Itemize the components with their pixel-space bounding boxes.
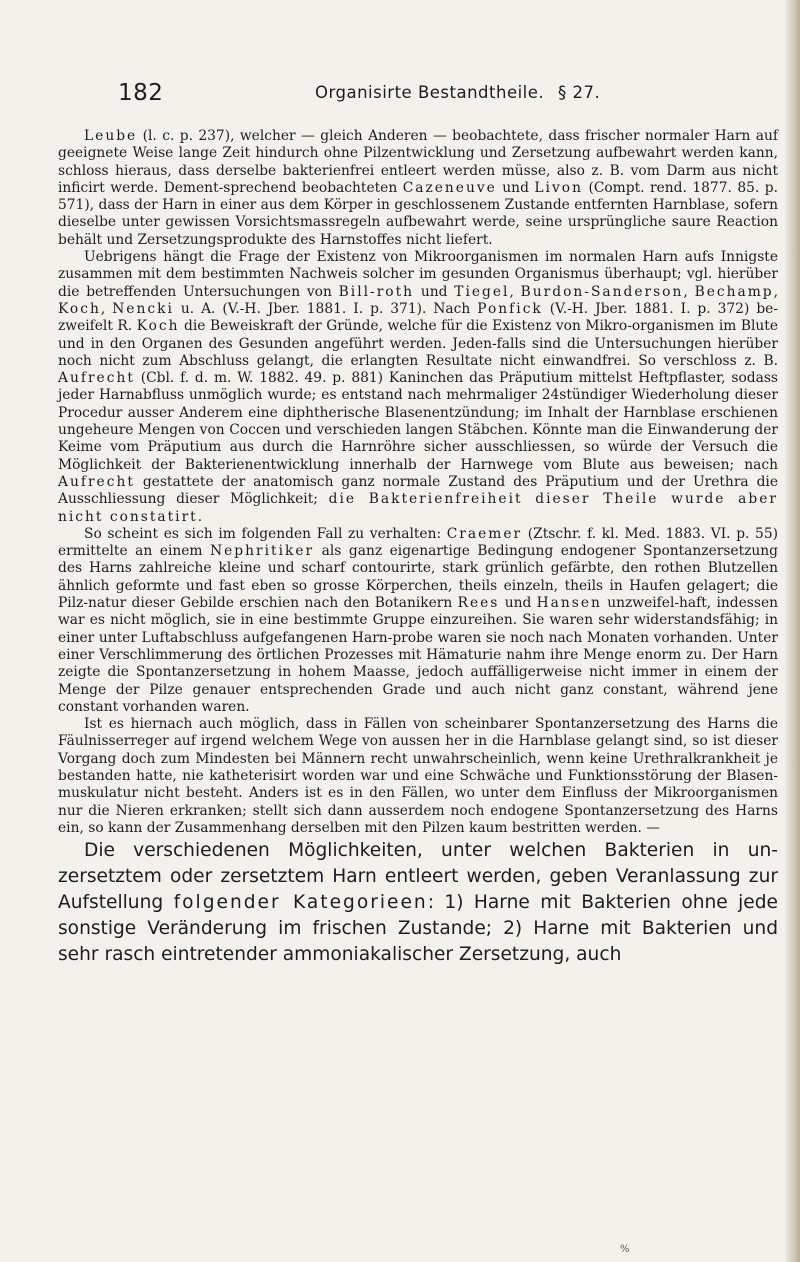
text-run: : 1) Harne mit Bakterien ohne jede sonstige Veränderung im frischen Zustande; 2) Harne mit Bakterien und sehr rasch eintretender ammoniakalischer Zersetzung, auch [58, 892, 778, 966]
text-run: (l. c. p. 237), welcher — gleich Anderen — beobachtete, dass frischer normaler Harn auf geeignete Weise lange Zeit hindurch ohne Pilzentwicklung und Zersetzung aufbewahrt werden kann, schloss hieraus, dass derselbe bakterienfrei entleert werden müsse, also z. B. vom Darm aus nicht inficirt werde. Dement-sprechend beobachteten [58, 128, 778, 196]
text-run: und [496, 179, 535, 196]
spaced-name: Nephritiker [210, 543, 315, 560]
text-run: u. A. (V.-H. Jber. 1881. I. p. 371). Nach [173, 300, 478, 317]
spaced-name: Burdon-Sanderson [520, 283, 684, 300]
spaced-name: Hansen [536, 595, 602, 612]
page-edge [786, 0, 800, 1262]
page-body [58, 128, 778, 968]
text-run: (Compt. rend. 1877. 85. p. 571), dass der Harn in einer aus dem Körper in geschlossenem Zustande entfernten Harnblase, sofern dieselbe unter gewissen Vorsichtsmassregeln aufbewahrt werde, seine ursprüngliche saure Reaction behält und Zersetzungsprodukte des Harnstoffes nicht liefert. [58, 179, 778, 248]
spaced-name: Tiegel [454, 283, 510, 300]
spaced-name: Koch [58, 300, 101, 317]
paragraph-3 [58, 526, 778, 716]
spaced-name: Koch [136, 318, 180, 335]
text-run: , [773, 283, 779, 300]
text-run: gestattete der anatomisch ganz normale Zustand des Präputium und der Urethra die Ausschliessung dieser Möglichkeit; [58, 473, 778, 508]
paragraph-1 [58, 128, 778, 249]
text-run: (Ztschr. f. kl. Med. 1883. VI. p. 55) ermittelte an einem [58, 525, 778, 560]
spaced-name: folgender Kategorieen [173, 892, 428, 914]
page-number: 182 [118, 80, 164, 106]
text-run: , [509, 283, 521, 300]
spaced-name: Craemer [446, 525, 523, 542]
section-reference: § 27. [558, 83, 601, 102]
text-run: die Beweiskraft der Gründe, welche für die Existenz von Mikro-organismen im Blute und in den Organen des Gesunden angeführt werden. Jeden-falls sind die Untersuchungen hierüber noch nicht zum Abschluss gelangt, die erlangten Resultate nicht einwandfrei. So verschloss z. B. [58, 318, 778, 369]
spaced-name: die Bakterienfreiheit dieser Theile wurde aber nicht constatirt. [58, 491, 779, 525]
running-header [118, 80, 740, 110]
spaced-name: Aufrecht [58, 473, 135, 490]
text-run: und [414, 283, 455, 300]
text-run: Die verschiedenen Möglichkeiten, unter welchen Bakterien in un-zersetztem oder zersetztem Harn entleert werden, geben Veranlassung zur Aufstellung [58, 840, 778, 914]
spaced-name: Livon [534, 179, 583, 196]
spaced-name: Cazeneuve [402, 179, 497, 196]
spaced-name: Aufrecht [58, 370, 135, 387]
footer-mark: % [620, 1244, 630, 1255]
text-run: (Cbl. f. d. m. W. 1882. 49. p. 881) Kaninchen das Präputium mittelst Heftpflaster, sodass jeder Harnabfluss unmöglich wurde; es entstand nach mehrmaliger 24stündiger Wiederholung dieser Procedur ausser Anderem eine diphtherische Blasenentzündung; im Inhalt der Harnblase erschienen ungeheure Mengen von Coccen und verschieden langen Stäbchen. Könnte man die Einwanderung der Keime vom Präputium aus durch die Harnröhre sicher ausschliessen, so würde der Versuch die Möglichkeit der Bakterienentwicklung innerhalb der Harnwege vom Blute aus beweisen; nach [58, 370, 778, 473]
text-run: und [499, 595, 537, 612]
text-run: (V.-H. Jber. 1881. I. p. 372) be-zweifelt R. [58, 300, 778, 335]
spaced-name: Rees [457, 595, 500, 612]
running-head-title: Organisirte Bestandtheile. [315, 83, 545, 102]
small-print-block [58, 128, 778, 837]
text-run: , [683, 283, 695, 300]
text-run: Uebrigens hängt die Frage der Existenz von Mikroorganismen im normalen Harn aufs Innigste zusammen mit dem bestimmten Nachweis solcher im gesunden Organismus überhaupt; vgl. hierüber die betreffenden Untersuchungen von [58, 249, 778, 300]
text-run: Ist es hiernach auch möglich, dass in Fällen von scheinbarer Spontanzersetzung des Harns die Fäulnisserreger auf irgend welchem Wege von aussen her in die Harnblase gelangt sind, so ist dieser Vorgang doch zum Mindesten bei Männern recht unwahrscheinlich, wenn keine Urethralkrankheit je bestanden hatte, nie katheterisirt worden war und eine Schwäche und Funktionsstörung der Blasen-muskulatur nicht besteht. Anders ist es in den Fällen, wo unter dem Einfluss der Mikroorganismen nur die Nieren erkranken; stellt sich dann ausserdem noch endogene Spontanzersetzung des Harns ein, so kann der Zusammenhang derselben mit den Pilzen kaum bestritten werden. — [58, 716, 778, 836]
spaced-name: Ponfick [477, 300, 543, 317]
large-print-block [58, 838, 778, 968]
paragraph-2 [58, 249, 778, 526]
text-run: als ganz eigenartige Bedingung endogener Spontanzersetzung des Harns zahlreiche kleine und scharf contourirte, stark grünlich gefärbte, den rothen Blutzellen ähnlich geformte und fast eben so grosse Körperchen, theils einzeln, theils in Haufen gelagert; die Pilz-natur dieser Gebilde erschien nach den Botanikern [58, 543, 778, 612]
spaced-name: Leube [84, 128, 138, 144]
spaced-name: Bill-roth [338, 283, 415, 300]
paragraph-categories [58, 838, 778, 968]
paragraph-4 [58, 716, 778, 837]
spaced-name: Bechamp [694, 283, 774, 300]
text-run: , [100, 300, 113, 317]
text-run: unzweifel-haft, indessen war es nicht möglich, sie in eine bestimmte Gruppe einzureihen. Sie waren sehr widerstandsfähig; in einer unter Luftabschluss aufgefangenen Harn-probe waren sie noch nach Monaten vorhanden. Unter einer Verschlimmerung des örtlichen Prozesses mit Hämaturie nahm ihre Menge enorm zu. Der Harn zeigte die Spontanzersetzung in hohem Maasse, jedoch auffälligerweise nicht immer in einem der Menge der Pilze genauer entsprechenden Grade und auch nicht ganz constant, während jene constant vorhanden waren. [58, 595, 778, 715]
spaced-name: Nencki [112, 300, 174, 317]
text-run: So scheint es sich im folgenden Fall zu verhalten: [84, 525, 447, 542]
